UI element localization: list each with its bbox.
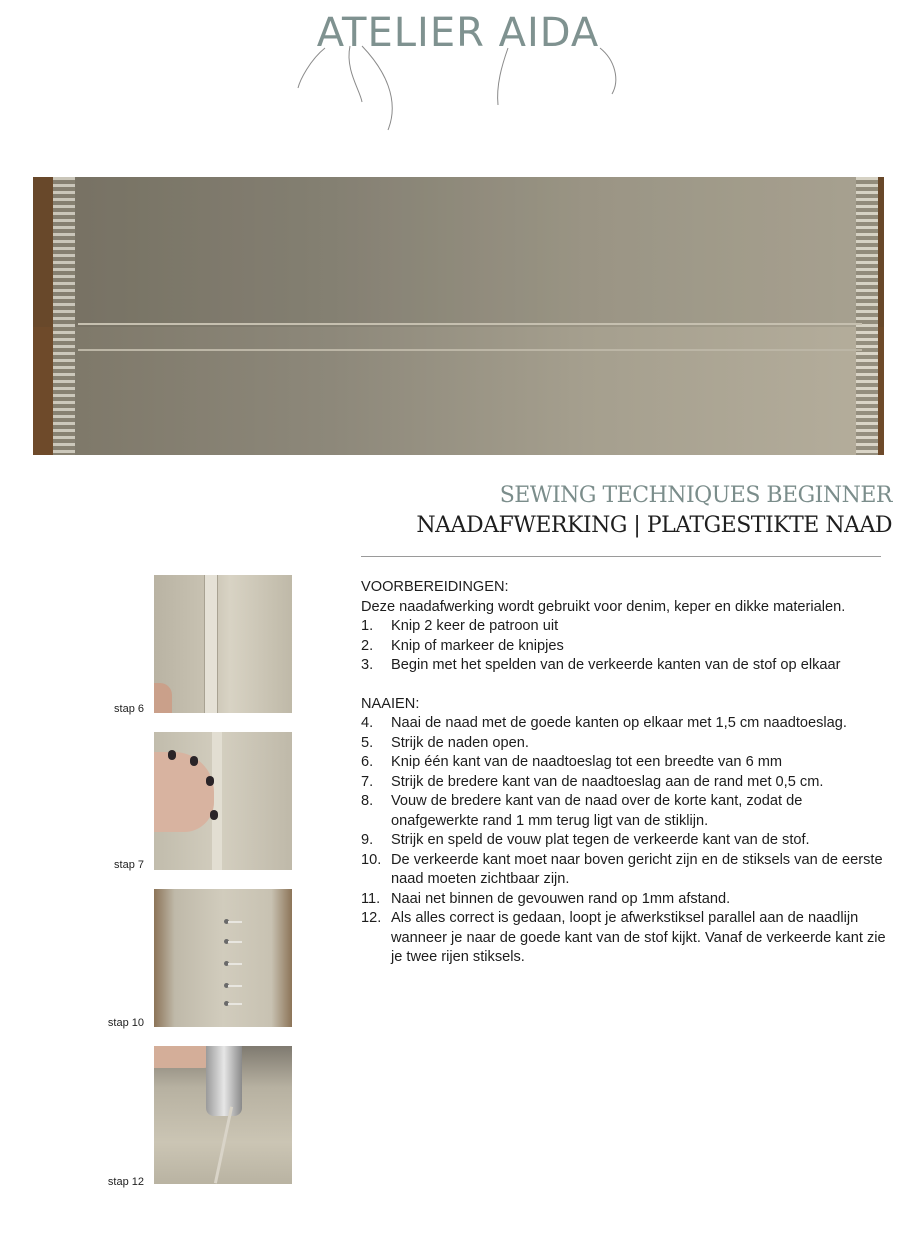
logo-threads-decoration xyxy=(290,40,630,135)
category-title: SEWING TECHNIQUES BEGINNER xyxy=(499,483,892,508)
hero-fabric-photo xyxy=(33,177,884,455)
sewing-steps xyxy=(361,714,891,968)
preparation-intro: Deze naadafwerking wordt gebruikt voor denim, keper en dikke materialen. xyxy=(361,598,846,615)
page-title: NAADAFWERKING | PLATGESTIKTE NAAD xyxy=(416,513,892,538)
list-item: 11. Naai net binnen de gevouwen rand op 1mm afstand. xyxy=(361,890,731,907)
preparation-steps xyxy=(361,617,891,676)
step-12-photo xyxy=(154,1046,292,1184)
preparation-heading: VOORBEREIDINGEN: xyxy=(361,579,509,595)
list-item: 2. Knip of markeer de knipjes xyxy=(361,637,564,654)
step-12-label: stap 12 xyxy=(107,1176,144,1188)
list-item: 12. Als alles correct is gedaan, loopt je afwerkstiksel parallel aan de naadlijn wanneer je naar de goede kant van de stof kijkt. Vanaf de verkeerde kant zie je twee rijen stiksels. xyxy=(361,910,886,965)
brand-logo: ATELIER AIDA xyxy=(316,10,600,56)
list-item: 6. Knip één kant van de naadtoeslag tot een breedte van 6 mm xyxy=(361,754,783,770)
step-7-photo xyxy=(154,732,292,870)
step-7-label: stap 7 xyxy=(114,859,144,871)
list-item: 1. Knip 2 keer de patroon uit xyxy=(361,618,559,634)
step-10-photo xyxy=(154,889,292,1027)
step-6-label: stap 6 xyxy=(114,703,144,715)
list-item: 7. Strijk de bredere kant van de naadtoeslag aan de rand met 0,5 cm. xyxy=(361,773,824,790)
sewing-heading: NAAIEN: xyxy=(361,695,420,712)
list-item: 8. Vouw de bredere kant van de naad over de korte kant, zodat de onafgewerkte rand 1 mm terug ligt van de stiklijn. xyxy=(361,793,803,829)
list-item: 5. Strijk de naden open. xyxy=(361,734,529,751)
instructions xyxy=(361,578,891,968)
list-item: 9. Strijk en speld de vouw plat tegen de verkeerde kant van de stof. xyxy=(361,832,810,848)
step-10-label: stap 10 xyxy=(107,1017,144,1029)
list-item: 10. De verkeerde kant moet naar boven gericht zijn en de stiksels van de eerste naad moeten zichtbaar zijn. xyxy=(361,851,883,887)
list-item: 3. Begin met het spelden van de verkeerde kanten van de stof op elkaar xyxy=(361,657,841,673)
list-item: 4. Naai de naad met de goede kanten op elkaar met 1,5 cm naadtoeslag. xyxy=(361,715,847,731)
step-6-photo xyxy=(154,575,292,713)
divider xyxy=(361,556,881,557)
